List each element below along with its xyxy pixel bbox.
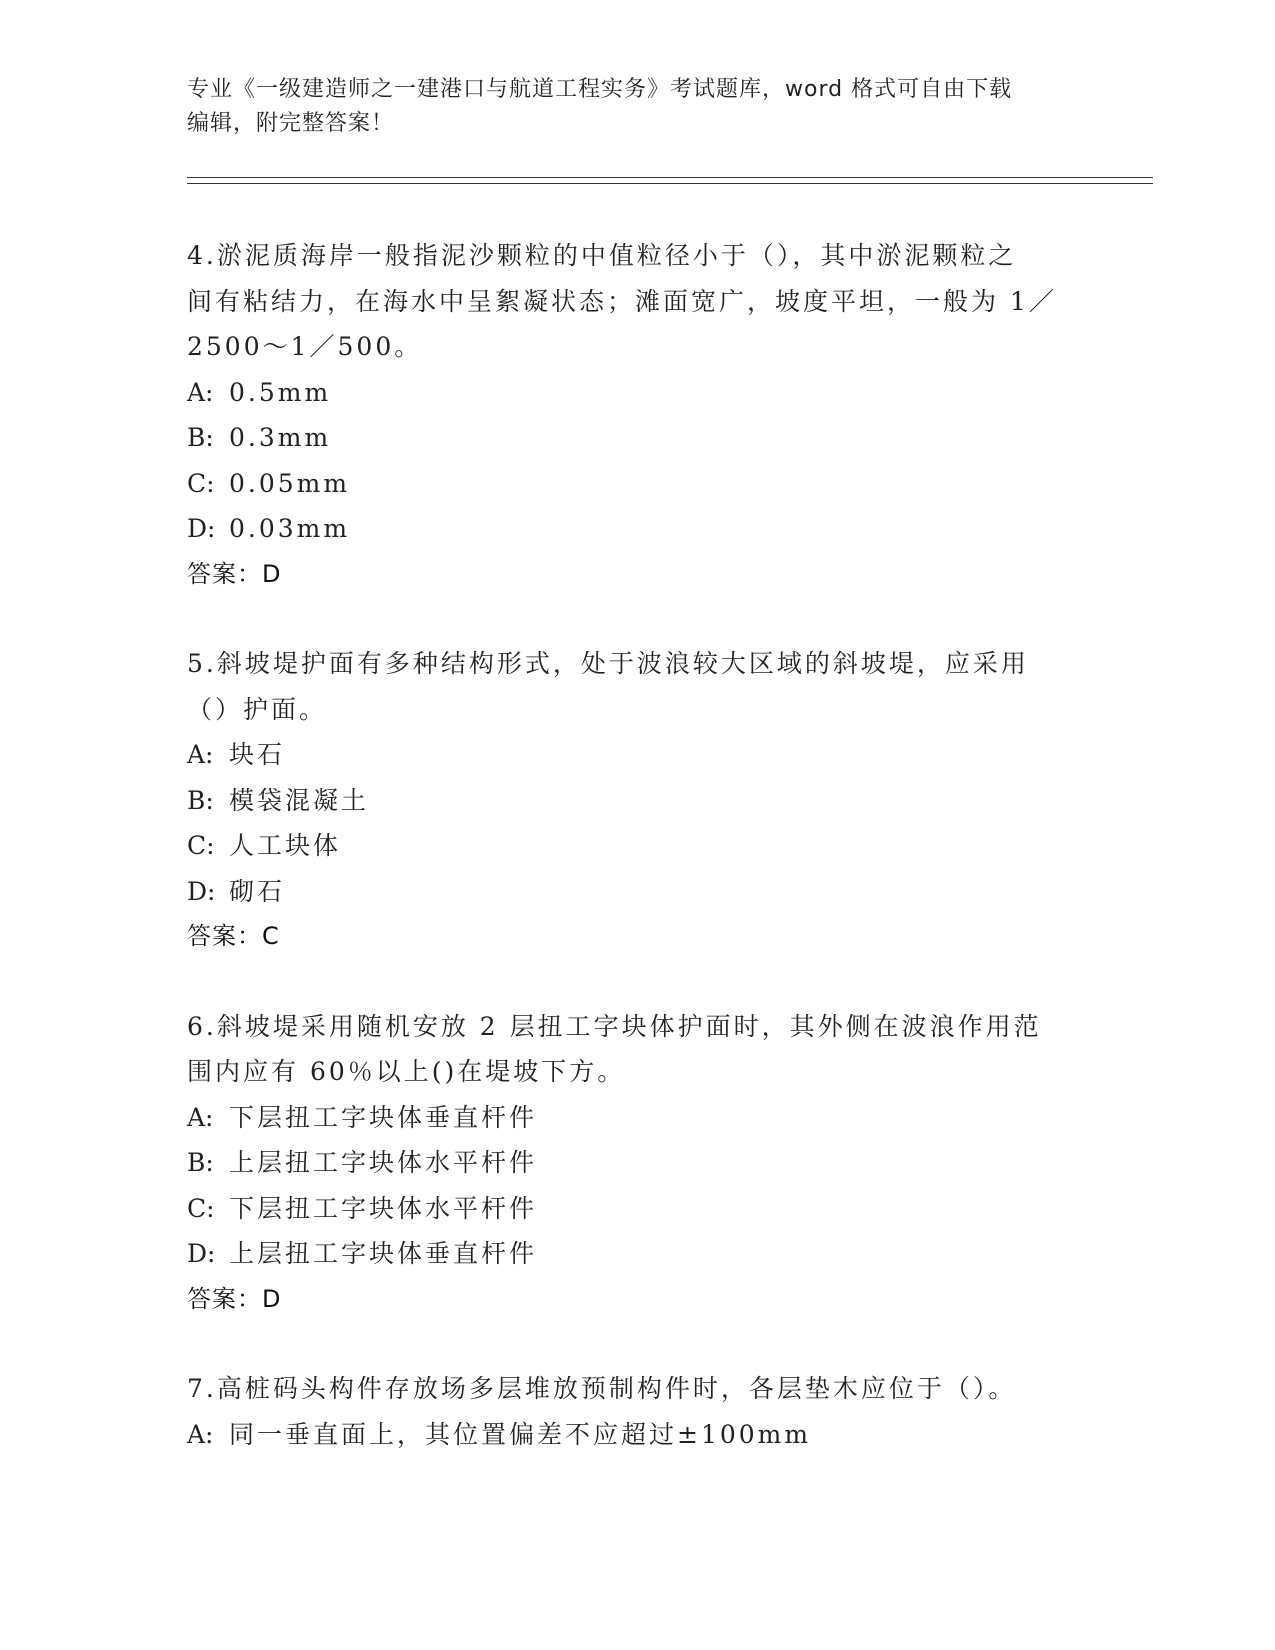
option-b [187,1140,1087,1186]
option-a [187,1095,1087,1141]
option-text: 同一垂直面上，其位置偏差不应超过±100mm [229,1419,812,1449]
question-6 [187,1004,1087,1323]
header-divider [187,183,1153,184]
question-text: 5.斜坡堤护面有多种结构形式，处于波浪较大区域的斜坡堤，应采用 [187,649,1029,678]
option-c [187,461,1087,507]
option-a [187,1412,1087,1458]
option-key: D: [187,876,216,906]
option-b [187,415,1087,461]
question-text: 4.淤泥质海岸一般指泥沙颗粒的中值粒径小于（），其中淤泥颗粒之 [187,241,1017,270]
option-key: B: [187,785,214,815]
option-text: 块石 [229,740,286,769]
option-text: 人工块体 [229,831,342,860]
question-text: 围内应有 60％以上()在堤坡下方。 [187,1057,626,1086]
question-text: 2500～1／500。 [187,332,423,361]
header-divider [187,177,1153,178]
option-text: 下层扭工字块体水平杆件 [229,1193,538,1223]
option-key: D: [187,1239,216,1268]
option-key: C: [187,468,215,498]
question-text: 7.高桩码头构件存放场多层堆放预制构件时，各层垫木应位于（）。 [187,1374,1017,1403]
option-d [187,869,1087,915]
question-list [187,233,1087,1501]
option-text: 上层扭工字块体垂直杆件 [229,1239,538,1268]
answer-line: 答案：C [187,922,280,950]
header-line: 编辑，附完整答案！ [187,111,395,136]
option-key: B: [187,1148,214,1177]
answer-line: 答案：D [187,1284,282,1313]
option-text: 0.05mm [229,468,351,498]
option-b [187,778,1087,824]
question-7 [187,1366,1087,1457]
option-key: A: [187,740,214,769]
option-text: 下层扭工字块体垂直杆件 [229,1102,538,1132]
option-key: A: [187,1419,214,1449]
question-4 [187,233,1087,597]
option-key: A: [187,377,214,407]
question-text: （）护面。 [187,694,328,724]
option-c [187,1186,1087,1232]
question-text: 6.斜坡堤采用随机安放 2 层扭工字块体护面时，其外侧在波浪作用范 [187,1011,1042,1041]
option-key: C: [187,1193,215,1223]
option-a [187,732,1087,778]
option-a [187,370,1087,416]
option-text: 0.03mm [229,514,351,543]
option-key: A: [187,1102,214,1132]
header-line: 专业《一级建造师之一建港口与航道工程实务》考试题库，word 格式可自由下载 [187,77,1013,102]
option-text: 砌石 [229,876,286,906]
option-key: B: [187,423,214,452]
option-d [187,1231,1087,1277]
option-key: D: [187,514,216,543]
option-text: 上层扭工字块体水平杆件 [229,1148,538,1177]
question-5 [187,641,1087,960]
option-text: 0.5mm [229,377,332,407]
option-key: C: [187,831,215,860]
option-d [187,506,1087,552]
option-text: 0.3mm [229,423,332,452]
option-text: 模袋混凝土 [229,785,370,815]
answer-line: 答案：D [187,559,282,588]
question-text: 间有粘结力，在海水中呈絮凝状态；滩面宽广，坡度平坦，一般为 1／ [187,286,1057,316]
document-header [187,73,1067,141]
option-c [187,823,1087,869]
